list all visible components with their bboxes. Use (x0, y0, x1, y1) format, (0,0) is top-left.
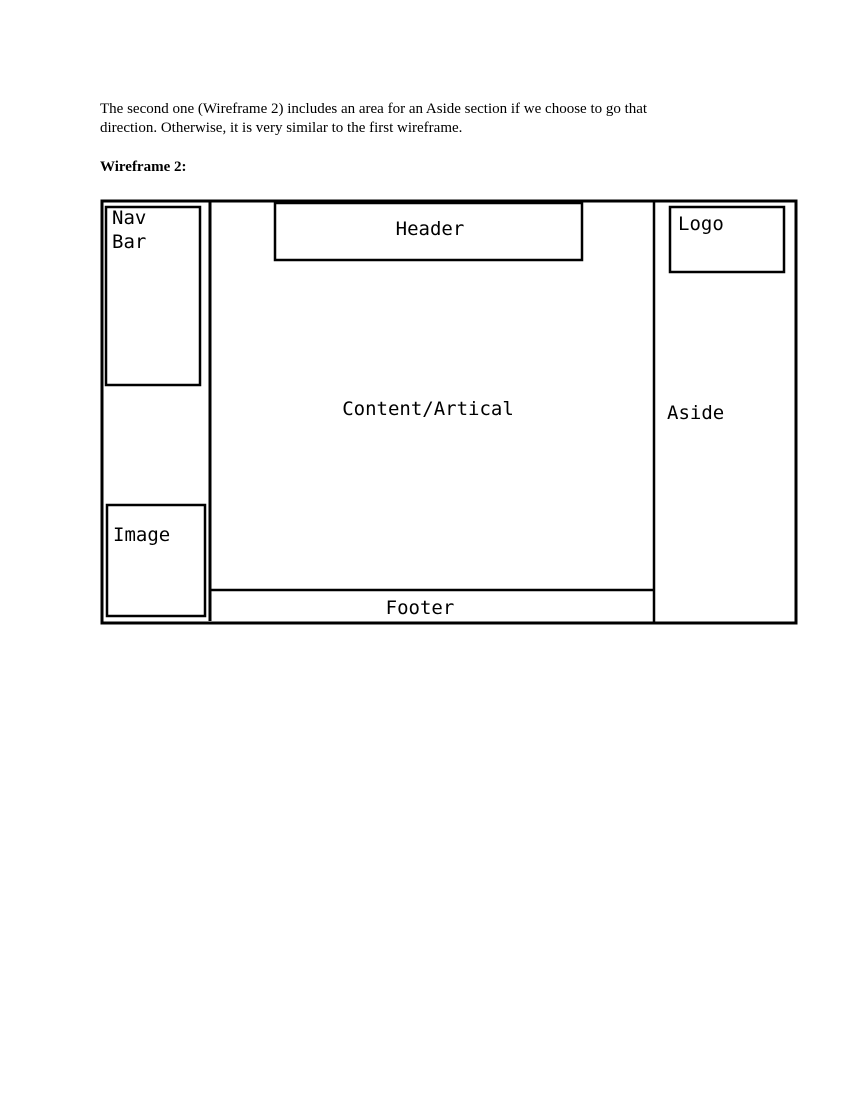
nav-bar-label-line-2: Bar (112, 231, 147, 253)
image-box (107, 505, 205, 616)
header-label: Header (395, 218, 465, 240)
logo-label: Logo (678, 213, 724, 235)
aside-label: Aside (667, 402, 725, 424)
content-label: Content/Artical (342, 398, 514, 420)
footer-label: Footer (385, 597, 455, 619)
nav-bar-label-line-1: Nav (112, 207, 147, 229)
image-label: Image (113, 524, 171, 546)
intro-paragraph-line-1: The second one (Wireframe 2) includes an area for an Aside section if we choose to go that (100, 101, 648, 117)
intro-paragraph-line-2: direction. Otherwise, it is very similar to the first wireframe. (100, 120, 463, 136)
wireframe-heading: Wireframe 2: (100, 159, 187, 175)
